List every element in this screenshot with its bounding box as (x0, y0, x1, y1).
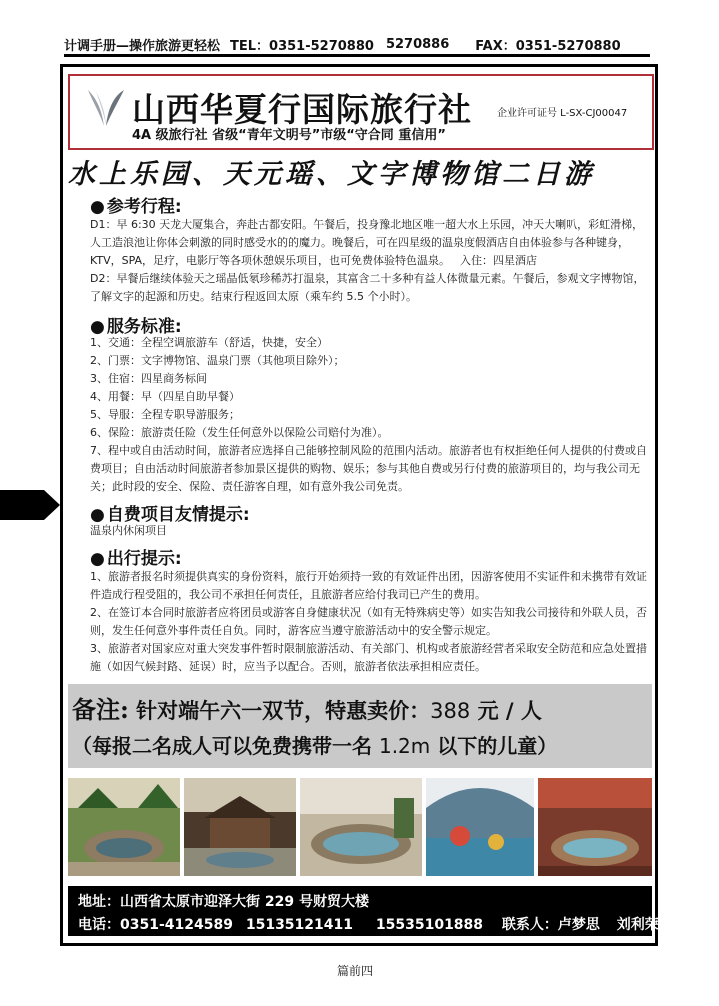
note-child-post: 以下的儿童） (437, 734, 558, 758)
bullet-icon: ● (90, 505, 105, 525)
itinerary-day2: D2：早餐后继续体验天之瑶晶低氡珍稀苏打温泉，其富含二十多种有益人体微量元素。午餐后，参观文字博物馆，了解文字的起源和历史。结束行程返回太原（乘车约 5.5 个小时）。 (90, 272, 645, 303)
service-item-7: 7、程中或自由活动时间，旅游者应选择自己能够控制风险的范围内活动。旅游者也有权拒绝任何人提供的付费或自费项目；自由活动时间旅游者参加景区提供的购物、娱乐；参与其他自费或另行付费的旅游项目的，均与我公司无关；此时段的安全、保险、责任游客自理，如有意外我公司免责。 (90, 444, 647, 493)
travel-tip-item: 2、在签订本合同时旅游者应将团员或游客自身健康状况（如有无特殊病史等）如实告知我公司接待和外联人员，否则，发生任何意外事件责任自负。同时，游客应当遵守旅游活动中的安全警示规定。 (90, 606, 647, 637)
service-item: 6、保险：旅游责任险（发生任何意外以保险公司赔付为准）。 (90, 426, 389, 439)
photo-pavilion (184, 778, 296, 876)
page-label: 篇前四 (337, 964, 374, 978)
footer-contact: 联系人：卢梦思 (501, 917, 600, 933)
service-item: 2、门票：文字博物馆、温泉门票（其他项目除外）； (90, 354, 345, 367)
photo-garden-pond (68, 778, 180, 876)
footer-phone-2: 15135121411 (245, 917, 353, 933)
travel-tips-heading (90, 544, 182, 569)
photo-water-park (426, 778, 534, 876)
travel-tips-heading-text: 出行提示: (106, 549, 182, 569)
service-item: 3、住宿：四星商务标间 (90, 372, 207, 385)
footer-phone-3: 15535101888 (375, 917, 484, 933)
travel-tip-item: 1、旅游者报名时须提供真实的身份资料，旅行开始须持一致的有效证件出团，因游客使用不实证件和未携带有效证件造成行程受阻的，我公司不承担任何责任，且旅游者应给付我司已产生的费用。 (90, 570, 647, 601)
itinerary-day1 (90, 216, 650, 270)
price-note-line1 (72, 690, 542, 725)
footer-phone-line (78, 914, 667, 934)
footer-contact-2: 刘利荣 (616, 917, 659, 933)
service-item: 4、用餐：早（四星自助早餐） (90, 390, 240, 403)
services-heading-text: 服务标准: (106, 317, 182, 337)
itinerary-day1-text: D1：早 6:30 天龙大厦集合，奔赴古都安阳。午餐后，投身豫北地区唯一超大水上乐园，冲天大喇叭，彩虹滑梯，人工造浪池让你体会刺激的同时感受水的的魔力。晚餐后，可在四星级的温泉度假酒店自由体验参与各种键身，KTV，SPA，足疗，电影厅等各项休憩娱乐项目，也可免费体验特色温泉。 (90, 218, 644, 267)
side-arrow-marker (0, 490, 60, 520)
service-item: 5、导服：全程专职导游服务； (90, 408, 240, 421)
photo-indoor-pool (538, 778, 652, 876)
bullet-icon: ● (90, 197, 105, 217)
travel-tip-item: 3、旅游者对国家应对重大突发事件暂时限制旅游活动、有关部门、机构或者旅游经营者采取安全防范和应急处置措施（如因气候封路、延误）时，应当予以配合。否则，旅游者依法承担相应责任。 (90, 642, 647, 673)
top-contact-bar (64, 34, 650, 57)
price-note-line2 (72, 730, 557, 759)
tour-title: 水上乐园、天元瑶、文字博物馆二日游 (68, 159, 595, 190)
agency-name: 山西华夏行国际旅行社 (132, 90, 472, 129)
footer-address: 地址：山西省太原市迎泽大街 229 号财贸大楼 (78, 894, 369, 910)
top-fax: FAX：0351-5270880 (475, 38, 621, 54)
agency-logo-icon (84, 86, 128, 130)
photo-hot-spring-pool (300, 778, 422, 876)
itinerary-heading (90, 192, 182, 217)
service-item: 1、交通：全程空调旅游车（舒适，快捷，安全） (90, 336, 328, 349)
itinerary-day1-stay: 入住：四星酒店 (460, 254, 538, 267)
note-child-pre: （每报二名成人可以免费携带一名 (72, 734, 372, 758)
note-price-unit: 元 / 人 (477, 699, 542, 723)
self-pay-heading-text: 自费项目友情提示: (106, 505, 250, 525)
footer-phone-1: 电话：0351-4124589 (78, 917, 233, 933)
top-tel2: 5270886 (385, 36, 450, 52)
note-child-height: 1.2m (378, 734, 431, 758)
bullet-icon: ● (90, 317, 105, 337)
self-pay-text: 温泉内休闲项目 (90, 524, 167, 537)
bullet-icon: ● (90, 549, 105, 569)
itinerary-heading-text: 参考行程: (106, 197, 182, 217)
note-price: 388 (430, 699, 471, 723)
note-offer-text: 针对端午六一双节，特惠卖价： (136, 699, 431, 723)
top-slogan: 计调手册—操作旅游更轻松 (64, 38, 221, 54)
top-tel: TEL：0351-5270880 (230, 38, 374, 54)
agency-subtitle: 4A 级旅行社 省级“青年文明号”市级“守合同 重信用” (132, 128, 446, 143)
note-label: 备注: (72, 695, 129, 724)
license-number: 企业许可证号 L-SX-CJ00047 (497, 108, 628, 119)
